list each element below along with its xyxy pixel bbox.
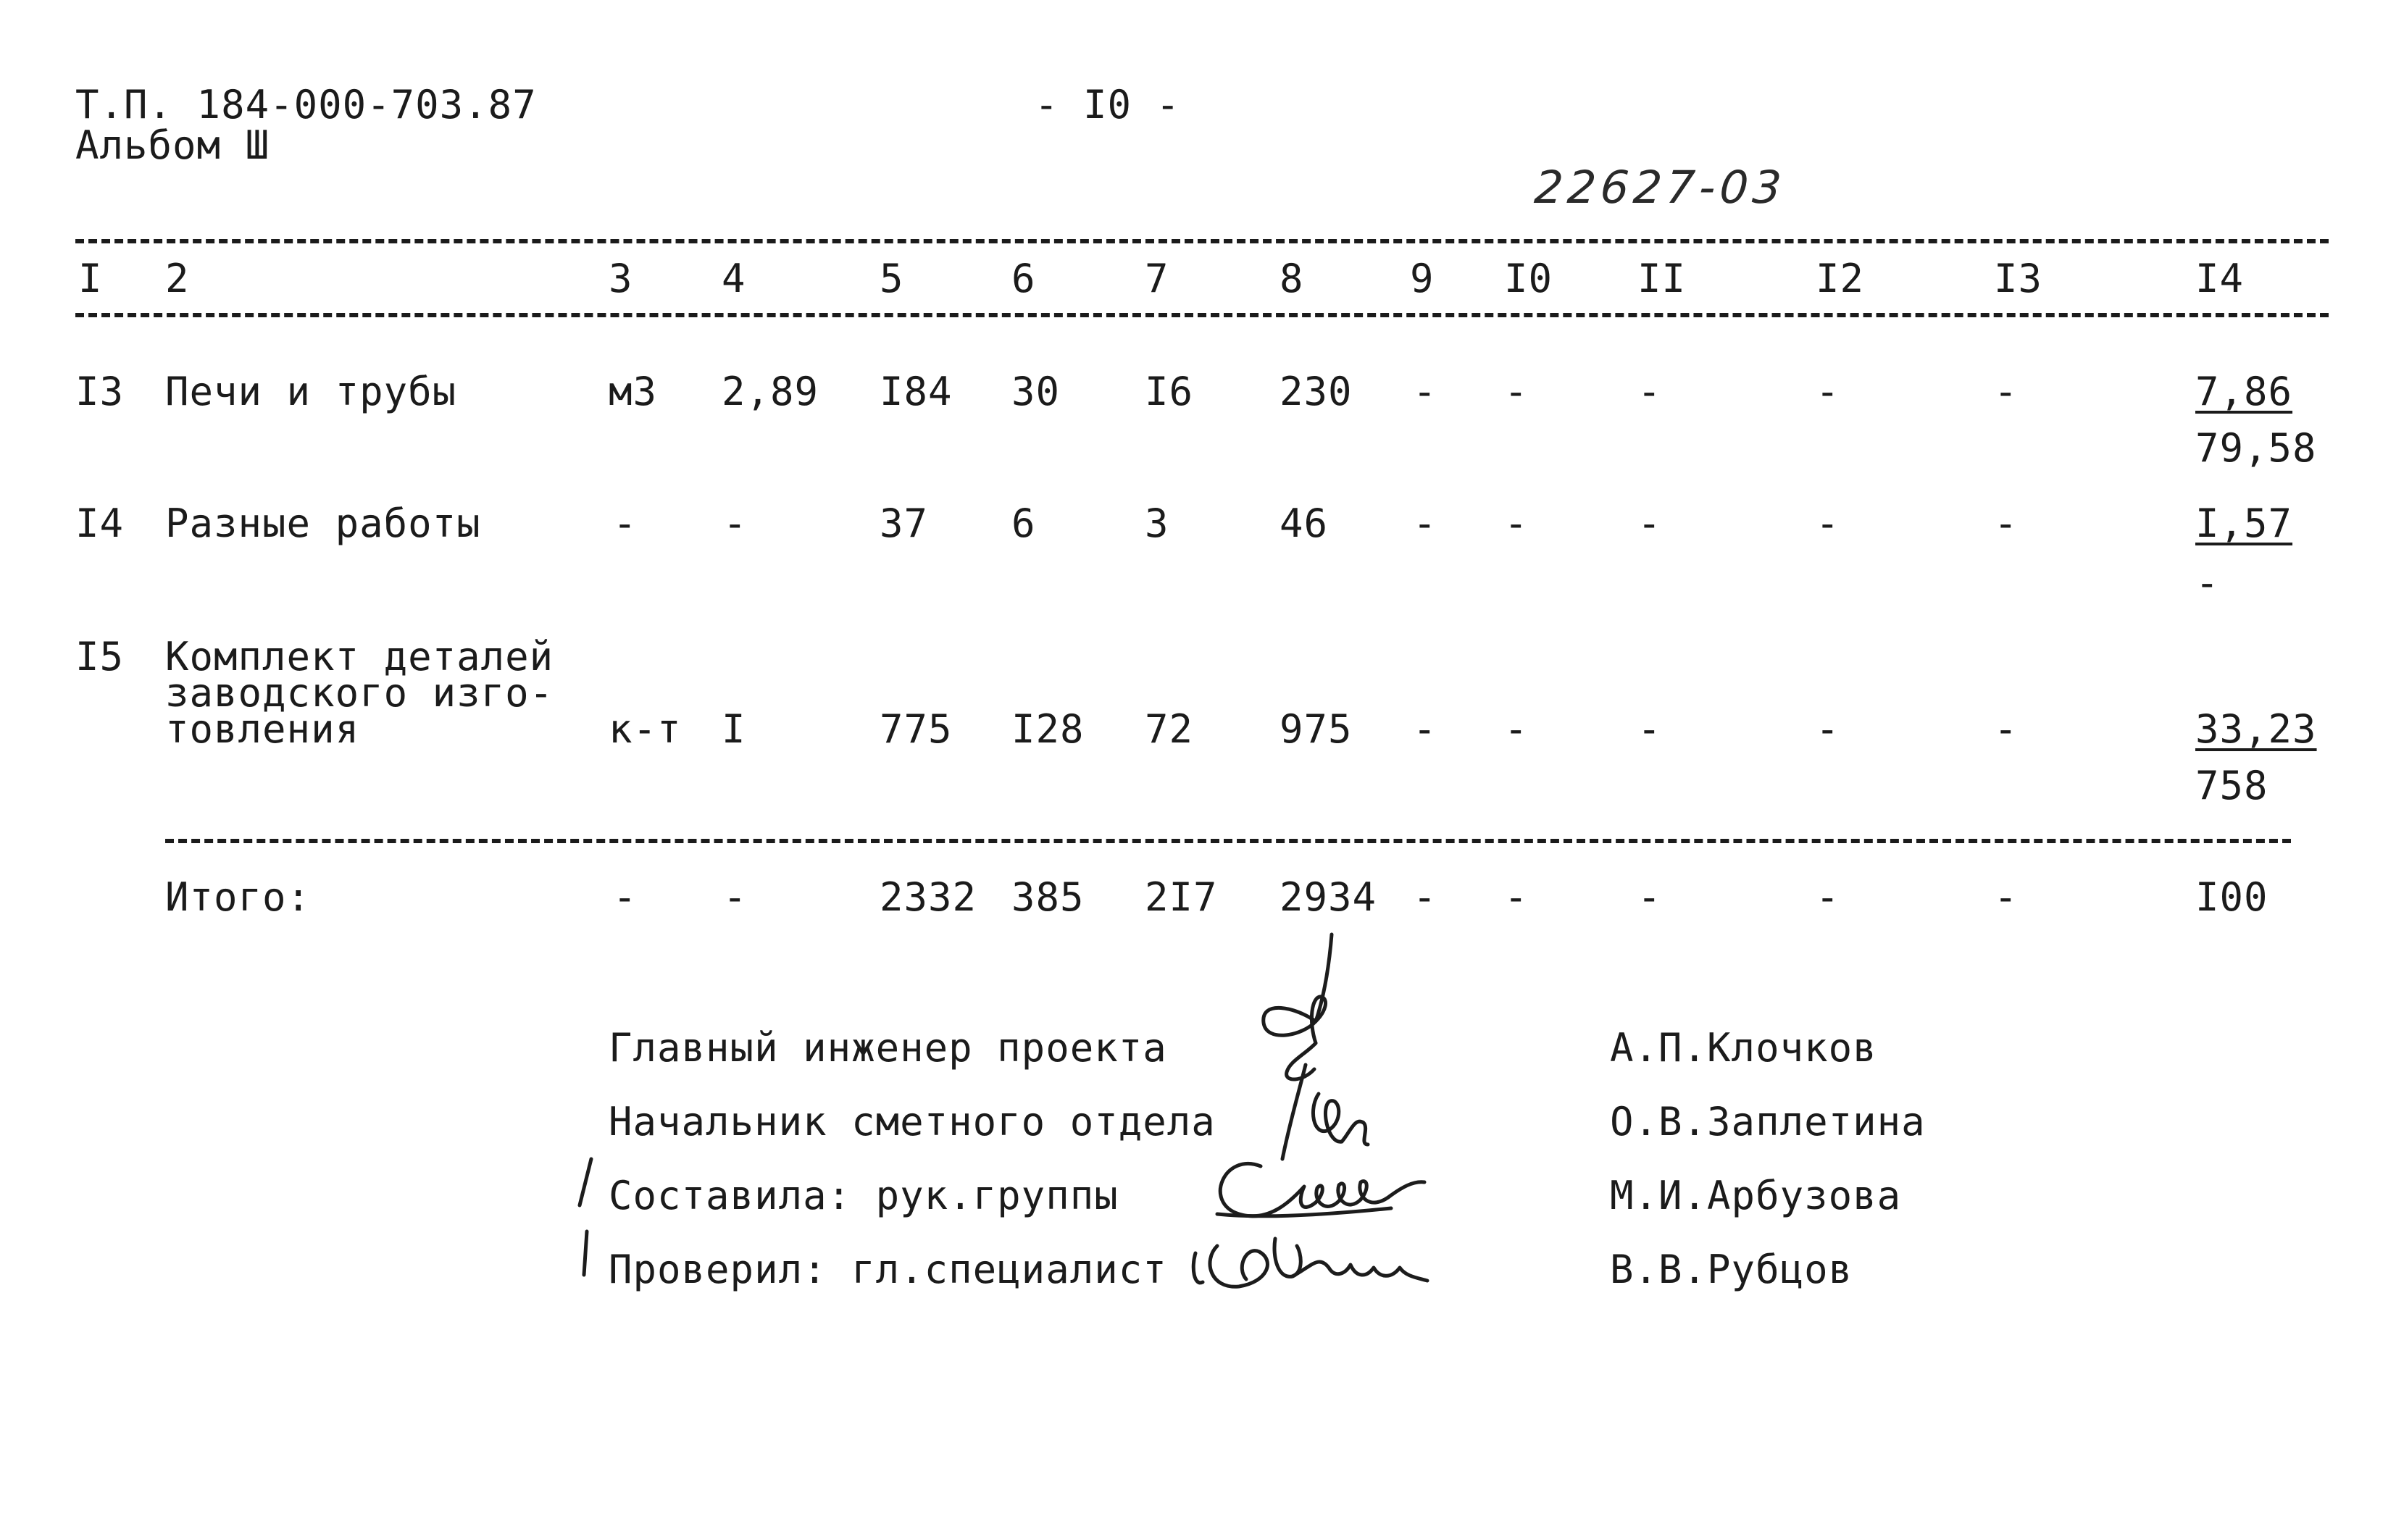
row-col-11: - [1637,501,1662,546]
total-col-14: I00 [2195,874,2268,920]
total-col-12: - [1816,874,1840,920]
total-unit: - [613,874,638,920]
row-col-9: - [1413,501,1437,546]
column-header-6: 6 [1011,256,1036,301]
row-col-13: - [1994,706,2019,752]
row-quantity: 2,89 [722,369,819,414]
total-col-11: - [1637,874,1662,920]
row-name-line-3: товления [165,706,360,752]
row-col-6: I28 [1011,706,1085,752]
table-top-rule [75,239,2329,243]
row-col-9: - [1413,706,1437,752]
signature-name: М.И.Арбузова [1610,1173,1902,1218]
row-quantity: - [723,501,748,546]
row-col-12: - [1816,501,1840,546]
row-col-14-bottom: 758 [2195,763,2268,808]
row-col-7: 3 [1145,501,1169,546]
row-col-13: - [1994,369,2019,414]
total-col-10: - [1504,874,1529,920]
column-header-13: I3 [1994,256,2043,301]
row-col-12: - [1816,369,1840,414]
row-unit: - [613,501,638,546]
total-col-8: 2934 [1280,874,1377,920]
signature-name: В.В.Рубцов [1610,1247,1853,1292]
signature-role: Проверил: гл.специалист [609,1247,1167,1292]
column-header-2: 2 [165,256,190,301]
row-col-10: - [1504,501,1529,546]
row-col-11: - [1637,706,1662,752]
signature-name: О.В.Заплетина [1610,1099,1926,1144]
row-col-5: 775 [880,706,953,752]
row-col-11: - [1637,369,1662,414]
row-number: I4 [75,501,125,546]
row-col-14-bottom: - [2195,560,2220,606]
row-col-6: 6 [1011,501,1036,546]
signature-role: Главный инженер проекта [609,1025,1167,1071]
total-col-5: 2332 [880,874,977,920]
column-header-1: I [78,256,103,301]
row-col-14-top: 7,86 [2195,369,2293,414]
document-code: Т.П. 184-000-703.87 [75,82,537,127]
column-header-4: 4 [722,256,746,301]
row-col-12: - [1816,706,1840,752]
row-col-10: - [1504,706,1529,752]
column-header-12: I2 [1816,256,1865,301]
row-name: Печи и трубы [165,369,457,414]
signature-role: Составила: рук.группы [609,1173,1119,1218]
row-col-8: 975 [1280,706,1353,752]
row-col-10: - [1504,369,1529,414]
row-name-line-2: заводского изго- [165,670,554,716]
row-col-9: - [1413,369,1437,414]
total-col-7: 2I7 [1145,874,1218,920]
total-col-9: - [1413,874,1437,920]
margin-tick-marks [569,1152,613,1289]
album-label: Альбом Ш [75,122,270,168]
column-header-14: I4 [2195,256,2245,301]
row-col-5: 37 [880,501,929,546]
signature-name: А.П.Клочков [1610,1025,1877,1071]
row-col-14-top: 33,23 [2195,706,2317,752]
row-number: I3 [75,369,125,414]
total-quantity: - [723,874,748,920]
row-number: I5 [75,634,125,679]
row-name: Разные работы [165,501,481,546]
signature-role: Начальник сметного отдела [609,1099,1216,1144]
column-header-5: 5 [880,256,904,301]
row-col-14-bottom: 79,58 [2195,425,2317,471]
row-col-13: - [1994,501,2019,546]
total-label: Итого: [165,874,312,920]
row-col-7: I6 [1145,369,1194,414]
column-header-9: 9 [1410,256,1435,301]
row-col-6: 30 [1011,369,1061,414]
column-header-11: II [1637,256,1687,301]
row-unit: м3 [609,369,658,414]
row-col-5: I84 [880,369,953,414]
total-col-13: - [1994,874,2019,920]
column-header-8: 8 [1280,256,1304,301]
table-header-rule [75,313,2329,317]
row-col-8: 46 [1280,501,1329,546]
row-col-8: 230 [1280,369,1353,414]
row-col-14-top: I,57 [2195,501,2293,546]
total-col-6: 385 [1011,874,1085,920]
page-number: - I0 - [1035,82,1181,127]
inventory-number: 22627-03 [1532,161,1788,214]
handwritten-signatures [1174,927,1478,1318]
row-name-line-1: Комплект деталей [165,634,554,679]
total-rule [165,839,2291,843]
row-unit: к-т [609,706,682,752]
row-col-7: 72 [1145,706,1194,752]
column-header-10: I0 [1504,256,1553,301]
column-header-3: 3 [609,256,633,301]
row-quantity: I [722,706,746,752]
column-header-7: 7 [1145,256,1169,301]
